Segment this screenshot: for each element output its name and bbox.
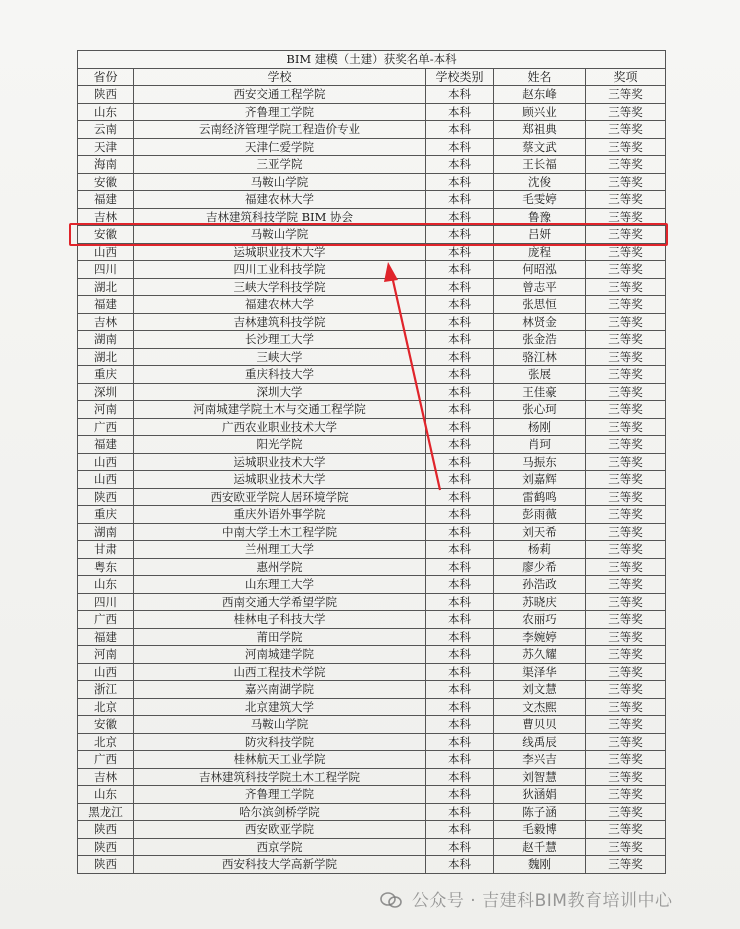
- cell-school-type: 本科: [426, 313, 494, 331]
- cell-award: 三等奖: [586, 191, 666, 209]
- cell-name: 沈俊: [494, 173, 586, 191]
- cell-school: 天津仁爱学院: [134, 138, 426, 156]
- cell-school: 山东理工大学: [134, 576, 426, 594]
- cell-award: 三等奖: [586, 138, 666, 156]
- table-row: [78, 576, 666, 594]
- table-header-row: [78, 68, 666, 86]
- cell-province: 吉林: [78, 313, 134, 331]
- table-row: [78, 138, 666, 156]
- cell-province: 四川: [78, 593, 134, 611]
- cell-name: 曾志平: [494, 278, 586, 296]
- cell-school-type: 本科: [426, 296, 494, 314]
- cell-school-type: 本科: [426, 628, 494, 646]
- table-row-highlighted: [78, 208, 666, 226]
- cell-award: 三等奖: [586, 821, 666, 839]
- table-row: [78, 366, 666, 384]
- table-row: [78, 733, 666, 751]
- cell-name: 苏晓庆: [494, 593, 586, 611]
- cell-school: 广西农业职业技术大学: [134, 418, 426, 436]
- wechat-official-account-icon: [380, 892, 402, 908]
- cell-award: 三等奖: [586, 453, 666, 471]
- table-row: [78, 103, 666, 121]
- cell-school-type: 本科: [426, 856, 494, 874]
- cell-name: 张思恒: [494, 296, 586, 314]
- column-header-name: 姓名: [494, 68, 586, 86]
- table-row: [78, 383, 666, 401]
- cell-award: 三等奖: [586, 523, 666, 541]
- cell-name: 渠泽华: [494, 663, 586, 681]
- cell-name: 王长福: [494, 156, 586, 174]
- table-row: [78, 226, 666, 244]
- cell-award: 三等奖: [586, 541, 666, 559]
- column-header-province: 省份: [78, 68, 134, 86]
- cell-school: 运城职业技术大学: [134, 453, 426, 471]
- cell-province: 黑龙江: [78, 803, 134, 821]
- cell-province: 福建: [78, 191, 134, 209]
- cell-school-type: 本科: [426, 611, 494, 629]
- cell-school-type: 本科: [426, 348, 494, 366]
- cell-name: 杨刚: [494, 418, 586, 436]
- cell-school: 桂林电子科技大学: [134, 611, 426, 629]
- cell-award: 三等奖: [586, 121, 666, 139]
- table-row: [78, 698, 666, 716]
- cell-province: 陕西: [78, 86, 134, 104]
- award-table: [77, 50, 666, 874]
- cell-name: 刘天希: [494, 523, 586, 541]
- table-row: [78, 821, 666, 839]
- cell-school-type: 本科: [426, 453, 494, 471]
- cell-award: 三等奖: [586, 558, 666, 576]
- cell-province: 湖北: [78, 348, 134, 366]
- watermark: [380, 886, 672, 911]
- cell-school-type: 本科: [426, 103, 494, 121]
- cell-award: 三等奖: [586, 103, 666, 121]
- cell-name: 曹贝贝: [494, 716, 586, 734]
- cell-province: 天津: [78, 138, 134, 156]
- cell-school-type: 本科: [426, 173, 494, 191]
- cell-school: 三峡大学科技学院: [134, 278, 426, 296]
- cell-school: 齐鲁理工学院: [134, 786, 426, 804]
- cell-province: 广西: [78, 751, 134, 769]
- cell-school: 重庆科技大学: [134, 366, 426, 384]
- cell-school: 西南交通大学希望学院: [134, 593, 426, 611]
- cell-school: 防灾科技学院: [134, 733, 426, 751]
- table-caption-row: [78, 51, 666, 69]
- cell-award: 三等奖: [586, 348, 666, 366]
- cell-school: 齐鲁理工学院: [134, 103, 426, 121]
- cell-name: 陈子涵: [494, 803, 586, 821]
- cell-school-type: 本科: [426, 331, 494, 349]
- table-row: [78, 121, 666, 139]
- table-row: [78, 261, 666, 279]
- cell-school-type: 本科: [426, 803, 494, 821]
- cell-name: 郑祖典: [494, 121, 586, 139]
- cell-award: 三等奖: [586, 628, 666, 646]
- cell-name: 刘嘉辉: [494, 471, 586, 489]
- cell-school-type: 本科: [426, 681, 494, 699]
- cell-school-type: 本科: [426, 471, 494, 489]
- cell-award: 三等奖: [586, 593, 666, 611]
- table-row: [78, 331, 666, 349]
- cell-name: 刘文慧: [494, 681, 586, 699]
- cell-school-type: 本科: [426, 541, 494, 559]
- cell-school: 兰州理工大学: [134, 541, 426, 559]
- table-row: [78, 296, 666, 314]
- cell-school-type: 本科: [426, 208, 494, 226]
- cell-province: 山东: [78, 786, 134, 804]
- cell-name: 雷鹤鸣: [494, 488, 586, 506]
- cell-school-type: 本科: [426, 593, 494, 611]
- cell-award: 三等奖: [586, 86, 666, 104]
- cell-province: 重庆: [78, 366, 134, 384]
- cell-school-type: 本科: [426, 751, 494, 769]
- cell-school: 桂林航天工业学院: [134, 751, 426, 769]
- cell-name: 赵千慧: [494, 838, 586, 856]
- cell-province: 山东: [78, 576, 134, 594]
- cell-award: 三等奖: [586, 243, 666, 261]
- cell-province: 甘肃: [78, 541, 134, 559]
- cell-name: 何昭泓: [494, 261, 586, 279]
- cell-school: 重庆外语外事学院: [134, 506, 426, 524]
- cell-award: 三等奖: [586, 331, 666, 349]
- cell-award: 三等奖: [586, 401, 666, 419]
- cell-award: 三等奖: [586, 663, 666, 681]
- column-header-award: 奖项: [586, 68, 666, 86]
- table-row: [78, 243, 666, 261]
- table-row: [78, 173, 666, 191]
- cell-name: 肖珂: [494, 436, 586, 454]
- cell-award: 三等奖: [586, 506, 666, 524]
- table-row: [78, 663, 666, 681]
- cell-school-type: 本科: [426, 523, 494, 541]
- cell-school: 惠州学院: [134, 558, 426, 576]
- cell-school-type: 本科: [426, 558, 494, 576]
- cell-school-type: 本科: [426, 278, 494, 296]
- cell-school: 河南城建学院土木与交通工程学院: [134, 401, 426, 419]
- cell-name: 骆江林: [494, 348, 586, 366]
- cell-school-type: 本科: [426, 646, 494, 664]
- cell-award: 三等奖: [586, 471, 666, 489]
- cell-name: 庞程: [494, 243, 586, 261]
- table-row: [78, 646, 666, 664]
- cell-award: 三等奖: [586, 838, 666, 856]
- cell-province: 吉林: [78, 768, 134, 786]
- table-row: [78, 681, 666, 699]
- cell-award: 三等奖: [586, 803, 666, 821]
- cell-school: 西安科技大学高新学院: [134, 856, 426, 874]
- table-row: [78, 453, 666, 471]
- cell-school: 深圳大学: [134, 383, 426, 401]
- table-row: [78, 716, 666, 734]
- cell-school: 长沙理工大学: [134, 331, 426, 349]
- table-row: [78, 768, 666, 786]
- table-row: [78, 418, 666, 436]
- cell-name: 林贤金: [494, 313, 586, 331]
- cell-award: 三等奖: [586, 366, 666, 384]
- cell-award: 三等奖: [586, 436, 666, 454]
- cell-award: 三等奖: [586, 383, 666, 401]
- cell-province: 山西: [78, 471, 134, 489]
- table-row: [78, 471, 666, 489]
- table-row: [78, 558, 666, 576]
- cell-school-type: 本科: [426, 418, 494, 436]
- cell-province: 深圳: [78, 383, 134, 401]
- table-row: [78, 751, 666, 769]
- cell-school: 西安欧亚学院人居环境学院: [134, 488, 426, 506]
- cell-province: 福建: [78, 296, 134, 314]
- cell-name: 张金浩: [494, 331, 586, 349]
- table-row: [78, 313, 666, 331]
- cell-school-type: 本科: [426, 366, 494, 384]
- cell-award: 三等奖: [586, 856, 666, 874]
- cell-province: 浙江: [78, 681, 134, 699]
- cell-school-type: 本科: [426, 821, 494, 839]
- cell-province: 湖南: [78, 523, 134, 541]
- cell-name: 线禹辰: [494, 733, 586, 751]
- cell-award: 三等奖: [586, 576, 666, 594]
- cell-school-type: 本科: [426, 191, 494, 209]
- cell-province: 广西: [78, 418, 134, 436]
- cell-award: 三等奖: [586, 313, 666, 331]
- cell-name: 杨莉: [494, 541, 586, 559]
- cell-name: 张心珂: [494, 401, 586, 419]
- table-row: [78, 488, 666, 506]
- cell-name: 张展: [494, 366, 586, 384]
- cell-province: 安徽: [78, 716, 134, 734]
- cell-award: 三等奖: [586, 733, 666, 751]
- cell-province: 粤东: [78, 558, 134, 576]
- cell-province: 重庆: [78, 506, 134, 524]
- cell-province: 云南: [78, 121, 134, 139]
- cell-school-type: 本科: [426, 156, 494, 174]
- cell-school-type: 本科: [426, 86, 494, 104]
- cell-school: 三峡大学: [134, 348, 426, 366]
- cell-award: 三等奖: [586, 173, 666, 191]
- cell-school: 吉林建筑科技学院 BIM 协会: [134, 208, 426, 226]
- cell-school: 阳光学院: [134, 436, 426, 454]
- cell-award: 三等奖: [586, 716, 666, 734]
- cell-school-type: 本科: [426, 261, 494, 279]
- table-row: [78, 803, 666, 821]
- cell-award: 三等奖: [586, 611, 666, 629]
- cell-name: 苏久耀: [494, 646, 586, 664]
- table-title: BIM 建模（土建）获奖名单-本科: [78, 51, 666, 69]
- cell-school: 嘉兴南湖学院: [134, 681, 426, 699]
- cell-school: 马鞍山学院: [134, 173, 426, 191]
- cell-school-type: 本科: [426, 663, 494, 681]
- cell-school: 莆田学院: [134, 628, 426, 646]
- cell-school-type: 本科: [426, 243, 494, 261]
- cell-school: 三亚学院: [134, 156, 426, 174]
- cell-school: 运城职业技术大学: [134, 243, 426, 261]
- cell-school-type: 本科: [426, 401, 494, 419]
- cell-name: 顾兴业: [494, 103, 586, 121]
- cell-name: 鲁豫: [494, 208, 586, 226]
- cell-province: 陕西: [78, 488, 134, 506]
- cell-school: 北京建筑大学: [134, 698, 426, 716]
- cell-province: 山西: [78, 663, 134, 681]
- cell-school-type: 本科: [426, 768, 494, 786]
- cell-school-type: 本科: [426, 506, 494, 524]
- cell-province: 陕西: [78, 838, 134, 856]
- cell-province: 北京: [78, 733, 134, 751]
- cell-name: 孙浩政: [494, 576, 586, 594]
- cell-award: 三等奖: [586, 751, 666, 769]
- cell-name: 毛雯婷: [494, 191, 586, 209]
- cell-award: 三等奖: [586, 418, 666, 436]
- cell-school: 吉林建筑科技学院土木工程学院: [134, 768, 426, 786]
- cell-school: 云南经济管理学院工程造价专业: [134, 121, 426, 139]
- cell-name: 王佳豪: [494, 383, 586, 401]
- cell-award: 三等奖: [586, 681, 666, 699]
- cell-award: 三等奖: [586, 208, 666, 226]
- cell-award: 三等奖: [586, 488, 666, 506]
- cell-name: 文杰熙: [494, 698, 586, 716]
- cell-school: 四川工业科技学院: [134, 261, 426, 279]
- watermark-text: 公众号 · 吉建科BIM教育培训中心: [411, 891, 673, 911]
- cell-name: 李兴吉: [494, 751, 586, 769]
- cell-name: 廖少希: [494, 558, 586, 576]
- cell-name: 彭雨薇: [494, 506, 586, 524]
- cell-school: 西安交通工程学院: [134, 86, 426, 104]
- cell-province: 陕西: [78, 821, 134, 839]
- cell-school-type: 本科: [426, 698, 494, 716]
- cell-province: 福建: [78, 628, 134, 646]
- cell-school-type: 本科: [426, 576, 494, 594]
- cell-name: 吕妍: [494, 226, 586, 244]
- cell-name: 农丽巧: [494, 611, 586, 629]
- cell-school: 西京学院: [134, 838, 426, 856]
- cell-school: 福建农林大学: [134, 191, 426, 209]
- table-row: [78, 436, 666, 454]
- column-header-school-type: 学校类别: [426, 68, 494, 86]
- cell-school: 福建农林大学: [134, 296, 426, 314]
- cell-province: 海南: [78, 156, 134, 174]
- cell-school-type: 本科: [426, 121, 494, 139]
- cell-award: 三等奖: [586, 786, 666, 804]
- cell-award: 三等奖: [586, 261, 666, 279]
- cell-province: 陕西: [78, 856, 134, 874]
- table-row: [78, 156, 666, 174]
- cell-name: 魏刚: [494, 856, 586, 874]
- table-row: [78, 611, 666, 629]
- cell-name: 马振东: [494, 453, 586, 471]
- cell-school: 吉林建筑科技学院: [134, 313, 426, 331]
- table-row: [78, 348, 666, 366]
- cell-award: 三等奖: [586, 646, 666, 664]
- cell-province: 广西: [78, 611, 134, 629]
- table-row: [78, 523, 666, 541]
- column-header-school: 学校: [134, 68, 426, 86]
- cell-school-type: 本科: [426, 838, 494, 856]
- cell-school-type: 本科: [426, 436, 494, 454]
- cell-school: 中南大学土木工程学院: [134, 523, 426, 541]
- cell-school-type: 本科: [426, 716, 494, 734]
- cell-school: 河南城建学院: [134, 646, 426, 664]
- table-row: [78, 278, 666, 296]
- table-row: [78, 541, 666, 559]
- cell-province: 山西: [78, 453, 134, 471]
- cell-school-type: 本科: [426, 226, 494, 244]
- cell-province: 北京: [78, 698, 134, 716]
- cell-province: 山东: [78, 103, 134, 121]
- cell-award: 三等奖: [586, 698, 666, 716]
- cell-school: 马鞍山学院: [134, 716, 426, 734]
- cell-school: 哈尔滨剑桥学院: [134, 803, 426, 821]
- cell-province: 安徽: [78, 226, 134, 244]
- cell-province: 福建: [78, 436, 134, 454]
- cell-school-type: 本科: [426, 138, 494, 156]
- cell-province: 山西: [78, 243, 134, 261]
- table-row: [78, 856, 666, 874]
- cell-name: 狄涵娟: [494, 786, 586, 804]
- cell-school-type: 本科: [426, 733, 494, 751]
- table-row: [78, 506, 666, 524]
- cell-school-type: 本科: [426, 786, 494, 804]
- table-row: [78, 786, 666, 804]
- table-row: [78, 191, 666, 209]
- cell-province: 河南: [78, 646, 134, 664]
- cell-school: 运城职业技术大学: [134, 471, 426, 489]
- table-row: [78, 628, 666, 646]
- award-table-container: [77, 50, 665, 874]
- cell-name: 赵东峰: [494, 86, 586, 104]
- cell-province: 四川: [78, 261, 134, 279]
- table-row: [78, 593, 666, 611]
- cell-award: 三等奖: [586, 226, 666, 244]
- cell-province: 安徽: [78, 173, 134, 191]
- cell-school-type: 本科: [426, 383, 494, 401]
- cell-school: 西安欧亚学院: [134, 821, 426, 839]
- cell-name: 毛毅博: [494, 821, 586, 839]
- cell-school: 马鞍山学院: [134, 226, 426, 244]
- table-row: [78, 86, 666, 104]
- cell-award: 三等奖: [586, 296, 666, 314]
- table-body: [78, 86, 666, 874]
- cell-name: 刘智慧: [494, 768, 586, 786]
- cell-name: 李婉婷: [494, 628, 586, 646]
- cell-name: 蔡文武: [494, 138, 586, 156]
- cell-province: 湖北: [78, 278, 134, 296]
- cell-award: 三等奖: [586, 156, 666, 174]
- cell-province: 河南: [78, 401, 134, 419]
- cell-school-type: 本科: [426, 488, 494, 506]
- cell-award: 三等奖: [586, 768, 666, 786]
- cell-province: 吉林: [78, 208, 134, 226]
- table-row: [78, 401, 666, 419]
- cell-school: 山西工程技术学院: [134, 663, 426, 681]
- cell-province: 湖南: [78, 331, 134, 349]
- cell-award: 三等奖: [586, 278, 666, 296]
- table-row: [78, 838, 666, 856]
